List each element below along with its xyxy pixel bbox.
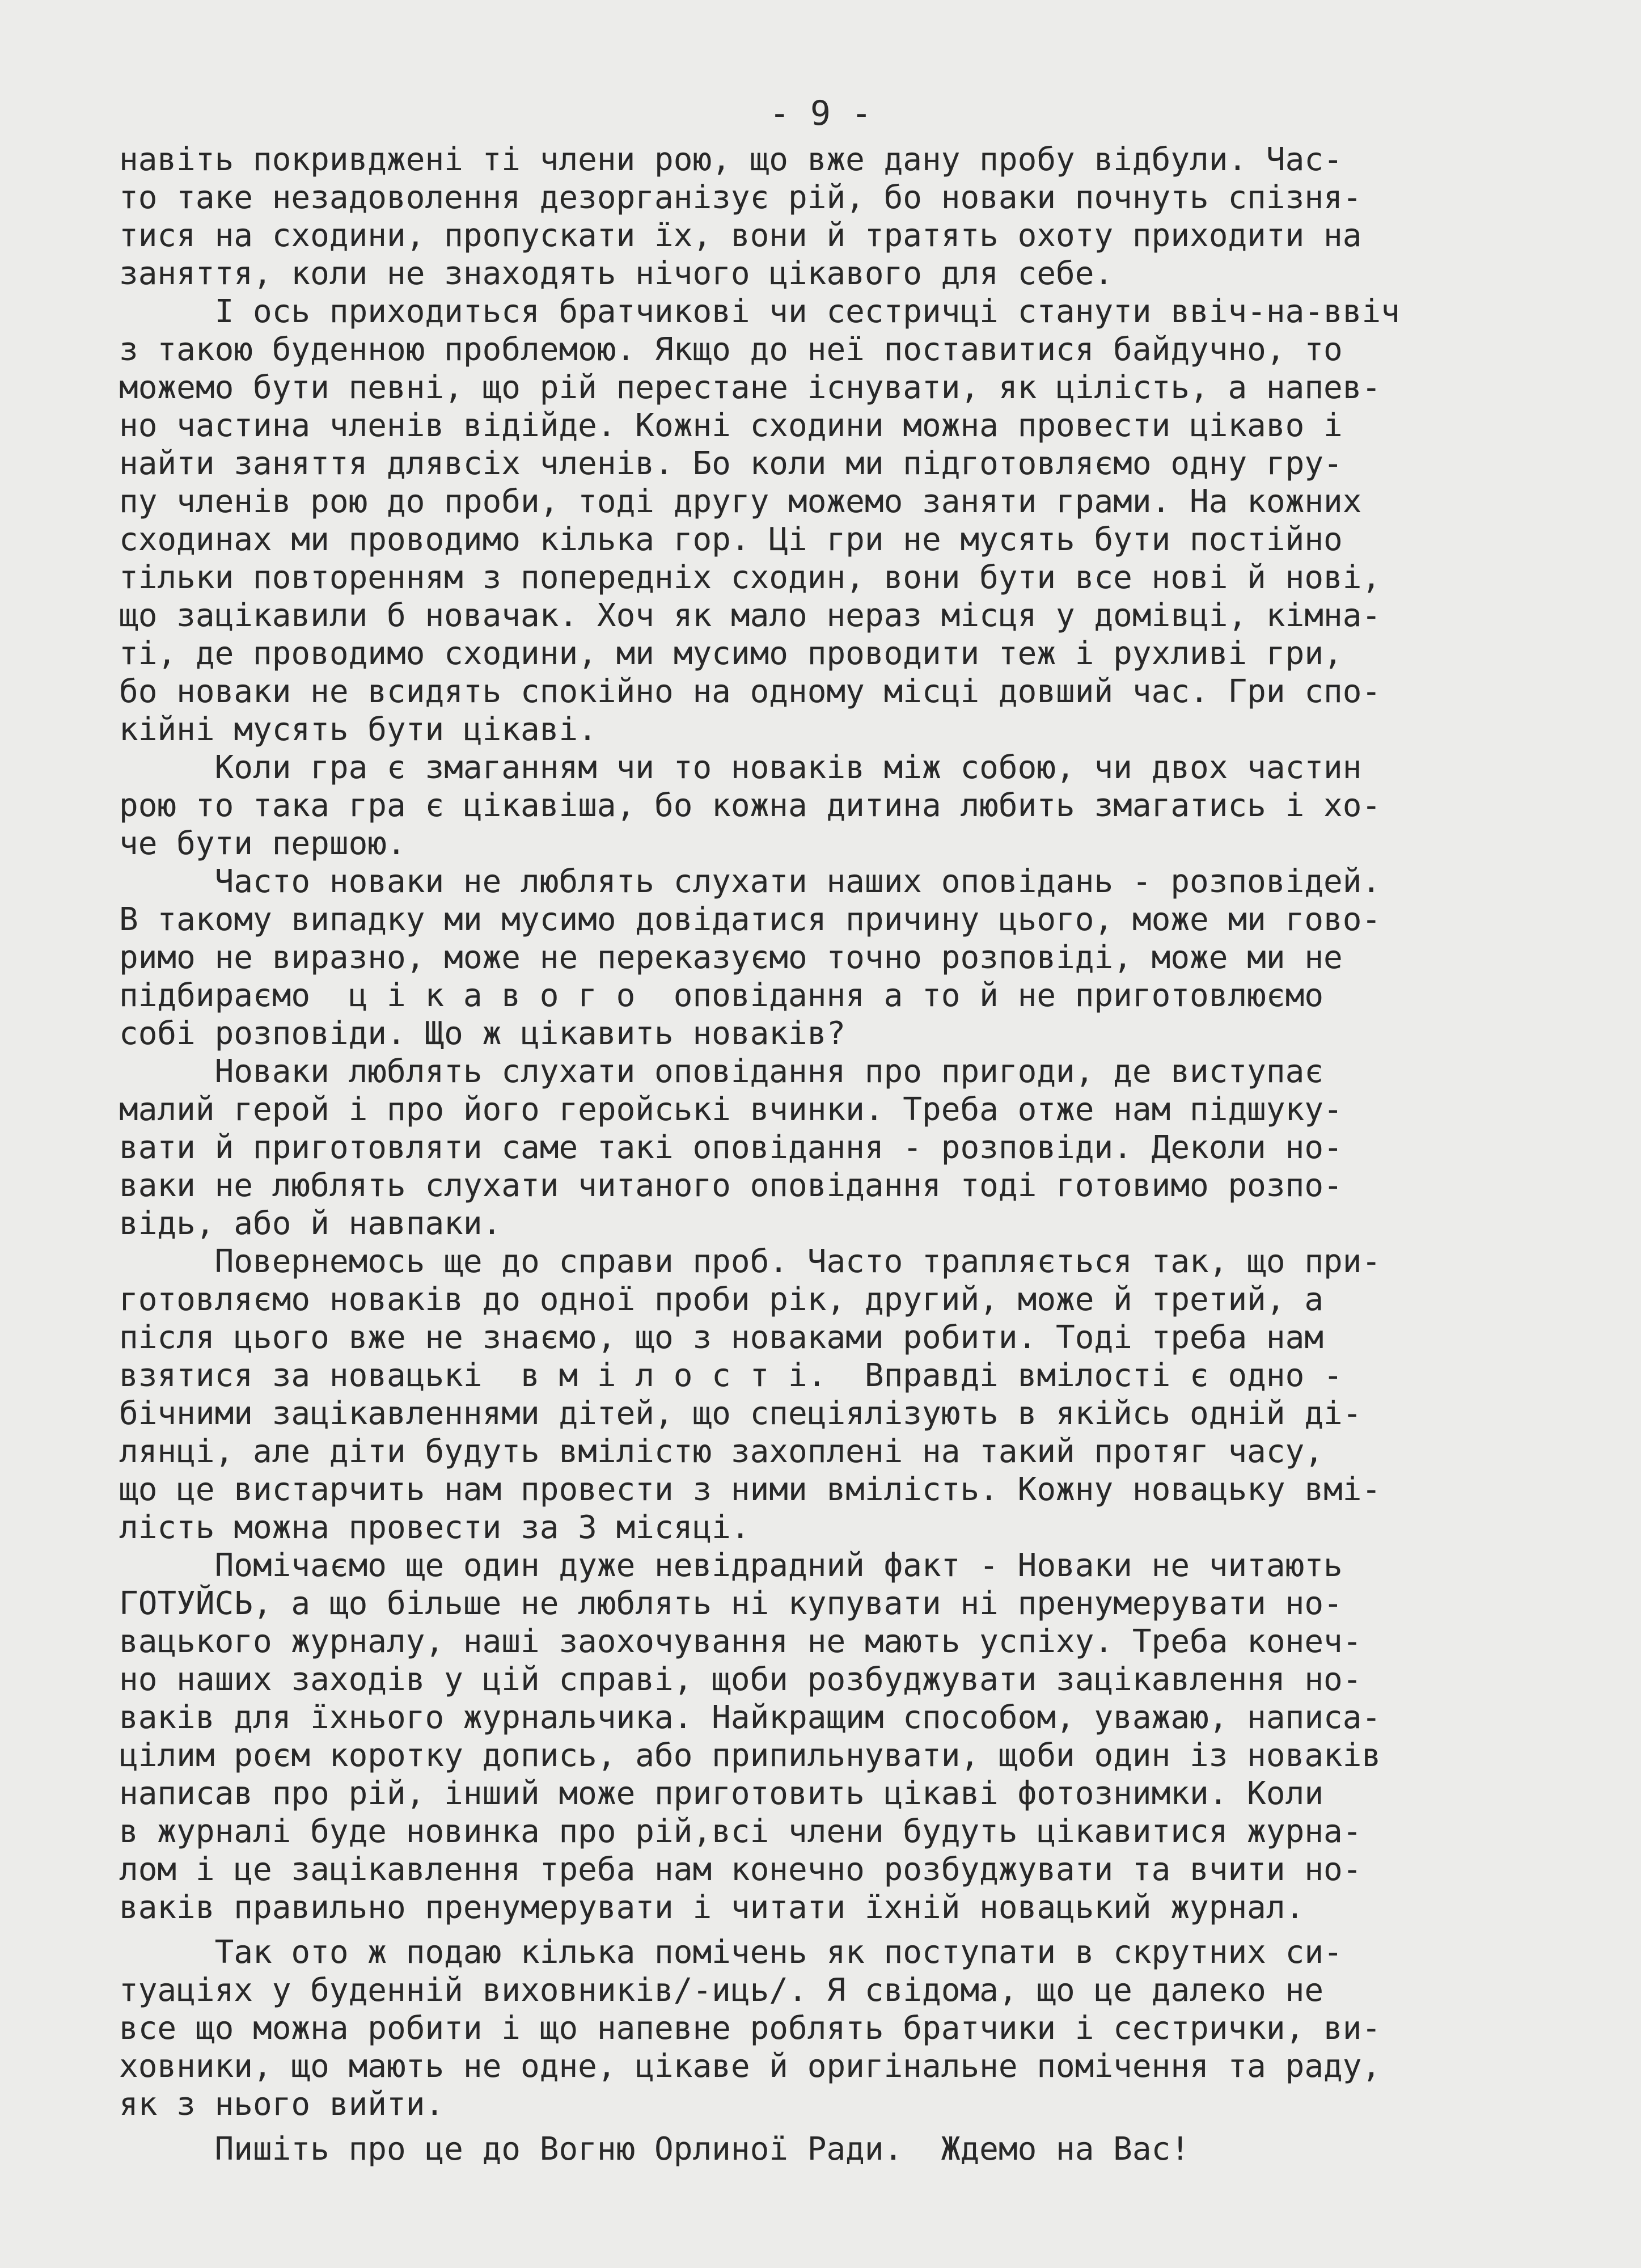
text-line: Новаки люблять слухати оповідання про пригоди, де виступає: [119, 1053, 1324, 1090]
text-line: як з нього вийти.: [119, 2086, 445, 2123]
text-line: че бути першою.: [119, 825, 406, 862]
text-line: цілим роєм коротку допись, або припильнувати, щоби один із новаків: [119, 1737, 1381, 1774]
text-line: ваків правильно пренумерувати і читати їхній новацький журнал.: [119, 1889, 1305, 1926]
text-line: підбираємо ц і к а в о г о оповідання а то й не приготовлюємо: [119, 977, 1324, 1014]
text-line: вати й приготовляти саме такі оповідання - розповіди. Деколи но-: [119, 1129, 1343, 1166]
text-line: І ось приходиться братчикові чи сестричці станути ввіч-на-ввіч: [119, 293, 1400, 330]
text-line: навіть покривджені ті члени рою, що вже дану пробу відбули. Час-: [119, 141, 1343, 178]
text-line: римо не виразно, може не переказуємо точно розповіді, може ми не: [119, 939, 1343, 976]
text-line: то таке незадоволення дезорганізує рій, бо новаки почнуть спізня-: [119, 179, 1362, 216]
text-line: собі розповіди. Що ж цікавить новаків?: [119, 1015, 846, 1052]
text-line: пу членів рою до проби, тоді другу можемо заняти грами. На кожних: [119, 483, 1362, 520]
text-line: в журналі буде новинка про рій,всі члени будуть цікавитися журна-: [119, 1813, 1362, 1850]
text-line: ховники, що мають не одне, цікаве й оригінальне помічення та раду,: [119, 2048, 1381, 2085]
text-line: після цього вже не знаємо, що з новаками робити. Тоді треба нам: [119, 1319, 1324, 1356]
text-line: бо новаки не всидять спокійно на одному місці довший час. Гри спо-: [119, 673, 1381, 710]
text-line: вацького журналу, наші заохочування не мають успіху. Треба конеч-: [119, 1623, 1362, 1660]
text-line: що зацікавили б новачак. Хоч як мало нераз місця у домівці, кімна-: [119, 597, 1381, 634]
text-line: ваки не люблять слухати читаного оповідання тоді готовимо розпо-: [119, 1167, 1343, 1204]
text-line: ГОТУЙСЬ, а що більше не люблять ні купувати ні пренумерувати но-: [119, 1585, 1343, 1622]
text-line: Так ото ж подаю кілька помічень як поступати в скрутних си-: [119, 1934, 1343, 1971]
text-line: відь, або й навпаки.: [119, 1205, 502, 1242]
text-line: малий герой і про його геройські вчинки. Треба отже нам підшуку-: [119, 1091, 1343, 1128]
text-line: Пишіть про це до Вогню Орлиної Ради. Ждемо на Вас!: [119, 2131, 1190, 2168]
text-line: лом і це зацікавлення треба нам конечно розбуджувати та вчити но-: [119, 1851, 1362, 1888]
text-line: Повернемось ще до справи проб. Часто трапляється так, що при-: [119, 1243, 1381, 1280]
text-line: лість можна провести за 3 місяці.: [119, 1509, 750, 1546]
text-line: написав про рій, інший може приготовить цікаві фотознимки. Коли: [119, 1775, 1324, 1812]
text-line: ваків для їхнього журнальчика. Найкращим способом, уважаю, написа-: [119, 1699, 1381, 1736]
text-line: найти заняття длявсіх членів. Бо коли ми підготовляємо одну гру-: [119, 445, 1343, 482]
text-line: [119, 1927, 1559, 1933]
text-line: заняття, коли не знаходять нічого цікавого для себе.: [119, 255, 1114, 292]
text-line: [119, 2123, 1559, 2130]
text-line: що це вистарчить нам провести з ними вмілість. Кожну новацьку вмі-: [119, 1471, 1381, 1508]
page-number: - 9 -: [769, 94, 872, 133]
text-line: Часто новаки не люблять слухати наших оповідань - розповідей.: [119, 863, 1381, 900]
text-line: тільки повторенням з попередніх сходин, вони бути все нові й нові,: [119, 559, 1381, 596]
text-line: Коли гра є змаганням чи то новаків між собою, чи двох частин: [119, 749, 1362, 786]
text-line: но наших заходів у цій справі, щоби розбуджувати зацікавлення но-: [119, 1661, 1362, 1698]
text-line: лянці, але діти будуть вмілістю захоплені на такий протяг часу,: [119, 1433, 1324, 1470]
text-line: з такою буденною проблемою. Якщо до неї поставитися байдучно, то: [119, 331, 1343, 368]
text-line: кійні мусять бути цікаві.: [119, 711, 597, 748]
text-line: но частина членів відійде. Кожні сходини можна провести цікаво і: [119, 407, 1343, 444]
text-line: сходинах ми проводимо кілька гор. Ці гри не мусять бути постійно: [119, 521, 1343, 558]
text-line: все що можна робити і що напевне роблять братчики і сестрички, ви-: [119, 2010, 1381, 2047]
text-line: туаціях у буденній виховників/-иць/. Я свідома, що це далеко не: [119, 1972, 1324, 2009]
text-line: В такому випадку ми мусимо довідатися причину цього, може ми гово-: [119, 901, 1381, 938]
text-line: тися на сходини, пропускати їх, вони й тратять охоту приходити на: [119, 217, 1362, 254]
text-line: готовляємо новаків до одної проби рік, другий, може й третий, а: [119, 1281, 1324, 1318]
text-line: ті, де проводимо сходини, ми мусимо проводити теж і рухливі гри,: [119, 635, 1343, 672]
text-line: рою то така гра є цікавіша, бо кожна дитина любить змагатись і хо-: [119, 787, 1381, 824]
text-line: Помічаємо ще один дуже невідрадний факт - Новаки не читають: [119, 1547, 1343, 1584]
text-line: можемо бути певні, що рій перестане існувати, як цілість, а напев-: [119, 369, 1381, 406]
text-line: взятися за новацькі в м і л о с т і. Вправді вмілості є одно -: [119, 1357, 1343, 1394]
body-text: [119, 141, 1559, 2168]
text-line: бічними зацікавленнями дітей, що спеціялізують в якійсь одній ді-: [119, 1395, 1362, 1432]
